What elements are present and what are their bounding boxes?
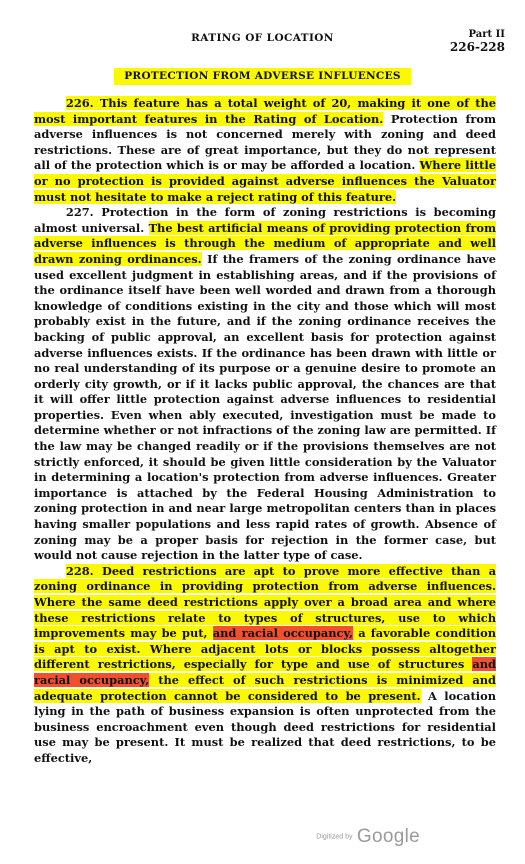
paragraph-228 [34, 564, 496, 767]
plain-text: Protection from adverse influences is not concerned merely with zoning and deed restrictions. These are of great importance, but they do not represent all of the protection which is or may be afforded a location. [34, 111, 497, 173]
paragraph-number: 228. [65, 563, 94, 578]
page-reference [450, 29, 505, 53]
page-range: 226-228 [449, 40, 505, 54]
highlighted-text: the effect of such restrictions is minimized and adequate protection cannot be considered to be present. [34, 672, 496, 703]
paragraph-227 [34, 205, 496, 564]
section-title [0, 70, 525, 82]
racial-occupancy-highlight: and racial occupancy, [212, 626, 353, 641]
body-text [34, 96, 496, 767]
digitized-by-google-watermark [316, 826, 420, 848]
plain-text: Protection in the form of zoning restrictions is becoming almost universal. [34, 205, 496, 235]
paragraph-226 [34, 96, 496, 205]
highlighted-text: This feature has a total weight of 20, making it one of the most important features in the Rating of Location. [34, 96, 496, 126]
paragraph-number: 227. [65, 205, 94, 220]
section-title-text: PROTECTION FROM ADVERSE INFLUENCES [114, 68, 411, 85]
paragraph-number: 226. [65, 96, 94, 110]
digitized-by-label: Digitized by [316, 833, 353, 841]
plain-text: If the framers of the zoning ordinance have used excellent judgment in establishing areas, and if the provisions of the ordinance itself have been well worded and drawn from a thorough knowledge of conditions existing in the city and those which will most probably exist in the future, and if the zoning ordinance receives the backing of public approval, an excellent basis for protection against adverse influences exists. If the ordinance has been drawn with little or no real understanding of its purpose or a genuine desire to promote an orderly city growth, or if it lacks public approval, the chances are that it will offer little protection against adverse influences to residential properties. Even when ably executed, investigation must be made to determine whether or not infractions of the zoning law are permitted. If the law may be changed readily or if the provisions themselves are not strictly enforced, it should be given little consideration by the Valuator in determining a location's protection from adverse influences. Greater importance is attached by the Federal Housing Administration to zoning protection in and near large metropolitan centers than in places having smaller populations and less rapid rates of growth. Absence of zoning may be a proper basis for rejection in the former case, but would not cause rejection in the latter type of case. [34, 251, 497, 563]
plain-text: A location lying in the path of business expansion is often unprotected from the business encroachment even though deed restrictions for residential use may be present. It must be realized that deed restrictions, to be effective, [34, 688, 497, 765]
racial-occupancy-highlight: and racial occupancy, [34, 657, 496, 687]
highlighted-text: Deed restrictions are apt to prove more effective than a zoning ordinance in providing protection from adverse influences. Where the same deed restrictions apply over a broad area and where these restrictions relate to types of structures, use to which improvements may be put, [34, 563, 496, 641]
running-head: RATING OF LOCATION [191, 32, 334, 44]
highlighted-text: The best artificial means of providing protection from adverse influences is through the medium of appropriate and well drawn zoning ordinances. [34, 220, 496, 266]
part-label: Part II [468, 29, 505, 40]
google-logo: Google [356, 826, 420, 847]
highlighted-text: Where little or no protection is provided against adverse influences the Valuator must not hesitate to make a reject rating of this feature. [34, 158, 496, 204]
highlighted-text: a favorable condition is apt to exist. Where adjacent lots or blocks possess altogether different restrictions, especially for type and use of structures [34, 626, 497, 672]
